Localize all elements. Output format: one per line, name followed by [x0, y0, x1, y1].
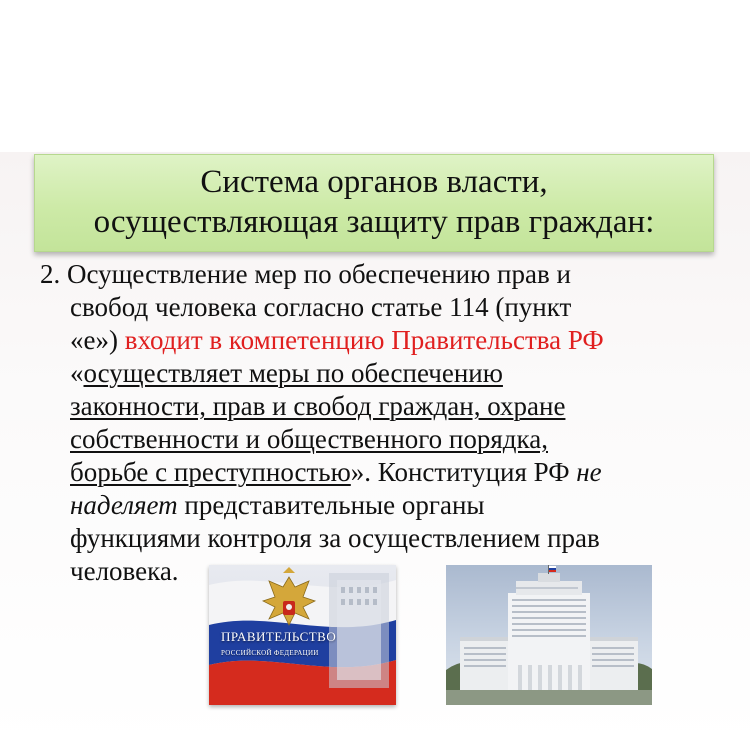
- body-line-10: человека.: [70, 556, 179, 586]
- body-text-segment: «е»): [70, 325, 125, 355]
- highlighted-text: входит в компетенцию Правительства РФ: [124, 325, 604, 355]
- slide-title-box: [34, 154, 714, 252]
- government-emblem-image: [209, 565, 396, 705]
- slide-body-text: [40, 258, 720, 588]
- body-line-9: функциями контроля за осуществлением прав: [70, 523, 600, 553]
- government-label: ПРАВИТЕЛЬСТВО: [221, 629, 337, 644]
- slide-title-line-2: осуществляющая защиту прав граждан:: [93, 204, 655, 240]
- body-line-7: [40, 456, 720, 489]
- body-line-4: [40, 357, 720, 390]
- italic-text: не: [576, 457, 602, 487]
- underlined-quote-text: осуществляет меры по обеспечению: [83, 358, 503, 388]
- government-sublabel: РОССИЙСКОЙ ФЕДЕРАЦИИ: [221, 649, 319, 657]
- body-line-8: [40, 489, 720, 522]
- body-text-segment: представительные органы: [177, 490, 485, 520]
- underlined-quote-text: законности, прав и свобод граждан, охране: [70, 391, 566, 421]
- body-line-3: [40, 324, 720, 357]
- italic-text: наделяет: [70, 490, 178, 520]
- building-graphic: [446, 565, 652, 705]
- underlined-quote-text: собственности и общественного порядка,: [70, 424, 548, 454]
- white-house-building-image: [446, 565, 652, 705]
- slide-title-line-1: Система органов власти,: [200, 164, 548, 200]
- underlined-quote-text: борьбе с преступностью: [70, 457, 351, 487]
- body-line-6: [40, 423, 720, 456]
- body-line-1: 2. Осуществление мер по обеспечению прав и: [40, 259, 571, 289]
- body-text-segment: ». Конституция РФ: [350, 457, 577, 487]
- body-line-2: свобод человека согласно статье 114 (пункт: [70, 292, 572, 322]
- quote-mark: «: [70, 358, 84, 388]
- body-line-5: [40, 390, 720, 423]
